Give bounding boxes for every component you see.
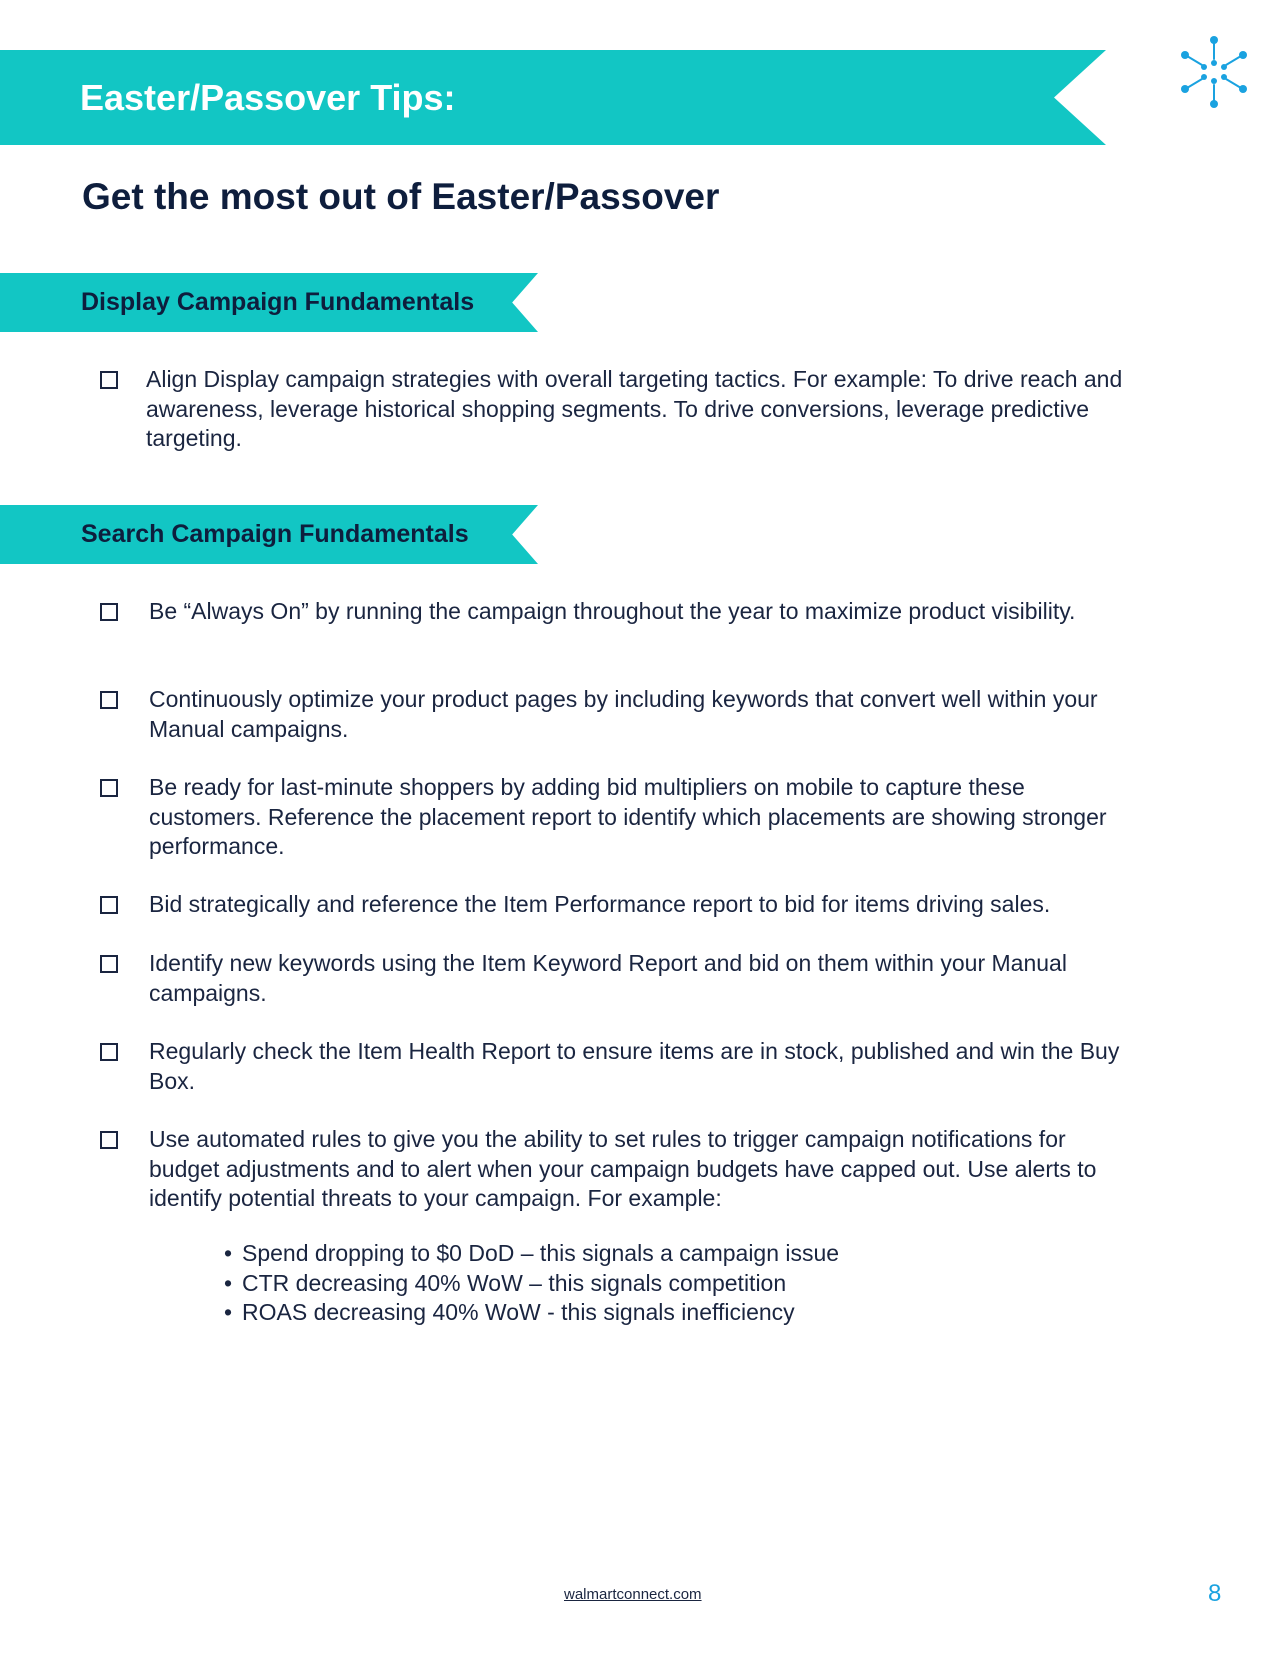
checkbox[interactable]: [100, 779, 118, 797]
checkbox[interactable]: [100, 1043, 118, 1061]
checklist-item-text: Continuously optimize your product pages by including keywords that convert well within your Manual campaigns.: [149, 686, 1098, 742]
checkbox[interactable]: [100, 1131, 118, 1149]
checklist-item-text: Use automated rules to give you the ability to set rules to trigger campaign notifications for budget adjustments and to alert when your campaign budgets have capped out. Use alerts to identify potential threats to your campaign. For example:: [149, 1126, 1097, 1211]
checkbox[interactable]: [100, 371, 118, 389]
banner-title: Easter/Passover Tips:: [80, 77, 456, 118]
checklist-item-text: Regularly check the Item Health Report to ensure items are in stock, published and win the Buy Box.: [149, 1038, 1120, 1094]
list-item: • ROAS decreasing 40% WoW - this signals inefficiency: [224, 1299, 795, 1325]
spark-logo-icon: [1178, 34, 1250, 110]
page-number: 8: [1208, 1580, 1222, 1607]
list-item: • Spend dropping to $0 DoD – this signals a campaign issue: [224, 1240, 840, 1266]
footer-website-link[interactable]: walmartconnect.com: [564, 1586, 702, 1603]
checklist-item-text: Align Display campaign strategies with overall targeting tactics. For example: To drive reach and awareness, leverage historical shopping segments. To drive conversions, leverage predictive targeting.: [146, 366, 1123, 451]
checkbox[interactable]: [100, 955, 118, 973]
page-headline: Get the most out of Easter/Passover: [82, 176, 720, 217]
display-section-title: Display Campaign Fundamentals: [81, 288, 475, 316]
checklist-item-text: Be ready for last-minute shoppers by adding bid multipliers on mobile to capture these customers. Reference the placement report to identify which placements are showing stronger performance.: [149, 774, 1107, 859]
checklist-item-text: Be “Always On” by running the campaign throughout the year to maximize product visibility.: [149, 598, 1076, 624]
list-item: • CTR decreasing 40% WoW – this signals competition: [224, 1269, 787, 1296]
checkbox[interactable]: [100, 896, 118, 914]
checkbox[interactable]: [100, 603, 118, 621]
example-bullet-list: [224, 1239, 839, 1328]
search-section-title: Search Campaign Fundamentals: [81, 520, 469, 548]
checklist-item-text: Bid strategically and reference the Item Performance report to bid for items driving sales.: [149, 891, 1051, 917]
checkbox[interactable]: [100, 691, 118, 709]
checklist-item-text: Identify new keywords using the Item Keyword Report and bid on them within your Manual campaigns.: [149, 950, 1067, 1006]
